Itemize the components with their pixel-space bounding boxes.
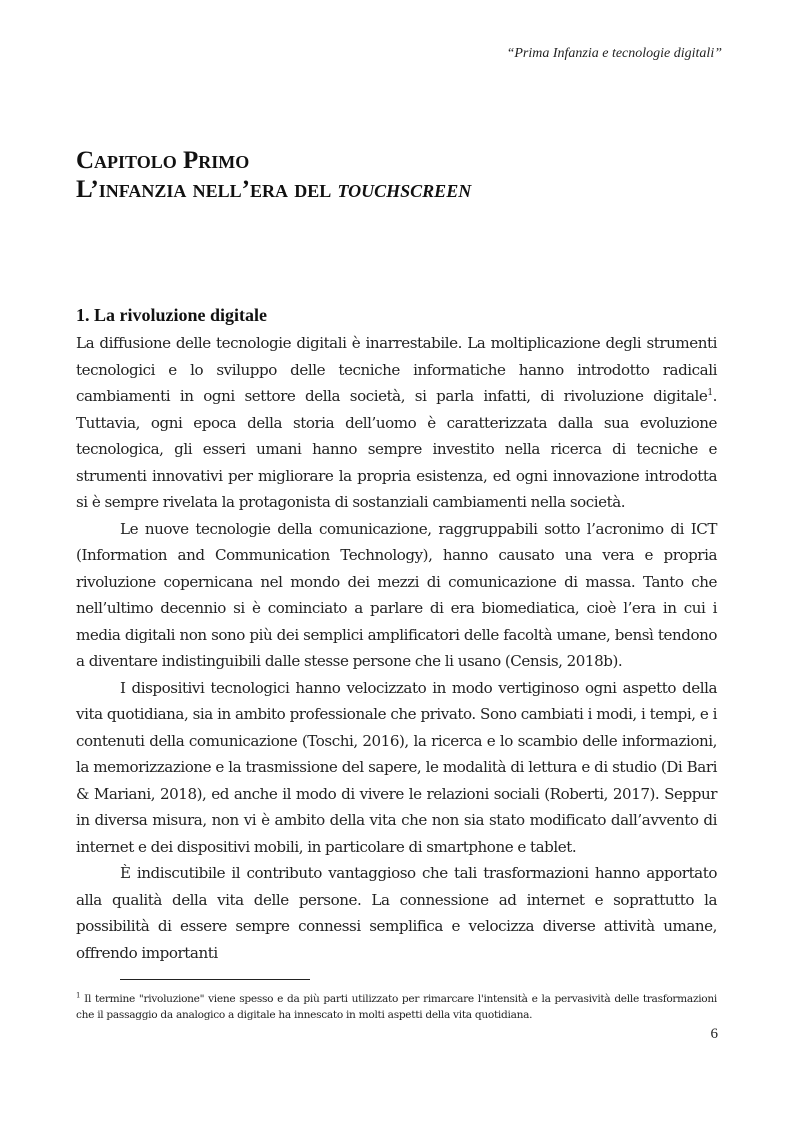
footnote-separator	[120, 979, 310, 980]
running-header: “Prima Infanzia e tecnologie digitali”	[506, 46, 722, 61]
chapter-title	[76, 146, 471, 204]
paragraph-2: Le nuove tecnologie della comunicazione, raggruppabili sotto l’acronimo di ICT (Information and Communication Technology), hanno causato una vera e propria rivoluzione copernicana nel mondo dei mezzi di comunicazione di massa. Tanto che nell’ultimo decennio si è cominciato a parlare di era biomediatica, cioè l’era in cui i media digitali non sono più dei semplici amplificatori delle facoltà umane, bensì tendono a diventare indistinguibili dalle stesse persone che li usano (Censis, 2018b).	[76, 519, 717, 670]
paragraph-1-text-cont: . Tuttavia, ogni epoca della storia dell’uomo è caratterizzata dalla sua evoluzione tecnologica, gli esseri umani hanno sempre investito nella ricerca di tecniche e strumenti innovativi per migliorare la propria esistenza, ed ogni innovazione introdotta si è sempre rivelata la protagonista di sostanziali cambiamenti nella società.	[76, 387, 717, 511]
footnote-reference: 1	[707, 387, 713, 398]
chapter-number: Capitolo Primo	[76, 147, 250, 174]
footnote-number: 1	[76, 991, 81, 1000]
paragraph-3: I dispositivi tecnologici hanno velocizzato in modo vertiginoso ogni aspetto della vita quotidiana, sia in ambito professionale che privato. Sono cambiati i modi, i tempi, e i contenuti della comunicazione (Toschi, 2016), la ricerca e lo scambio delle informazioni, la memorizzazione e la trasmissione del sapere, le modalità di lettura e di studio (Di Bari & Mariani, 2018), ed anche il modo di vivere le relazioni sociali (Roberti, 2017). Seppur in diversa misura, non vi è ambito della vita che non sia stato modificato dall’avvento di internet e dei dispositivi mobili, in particolare di smartphone e tablet.	[76, 678, 717, 856]
chapter-subtitle-text: L’infanzia nell’era del	[76, 176, 338, 203]
paragraph-1-text: La diffusione delle tecnologie digitali è inarrestabile. La moltiplicazione degli strumenti tecnologici e lo sviluppo delle tecniche informatiche hanno introdotto radicali cambiamenti in ogni settore della società, si parla infatti, di rivoluzione digitale	[76, 334, 717, 405]
chapter-subtitle	[76, 175, 471, 204]
page-number: 6	[710, 1026, 718, 1042]
chapter-subtitle-italic: touchscreen	[337, 176, 472, 203]
section-heading: 1. La rivoluzione digitale	[76, 305, 267, 325]
footnote	[76, 992, 717, 1023]
body-text	[76, 330, 717, 966]
paragraph-4: È indiscutibile il contributo vantaggioso che tali trasformazioni hanno apportato alla qualità della vita delle persone. La connessione ad internet e soprattutto la possibilità di essere sempre connessi semplifica e velocizza diverse attività umane, offrendo importanti	[76, 864, 717, 962]
paragraph-1	[76, 330, 717, 516]
footnote-text: Il termine "rivoluzione" viene spesso e da più parti utilizzato per rimarcare l'intensità e la pervasività delle trasformazioni che il passaggio da analogico a digitale ha innescato in molti aspetti della vita quotidiana.	[76, 993, 717, 1021]
